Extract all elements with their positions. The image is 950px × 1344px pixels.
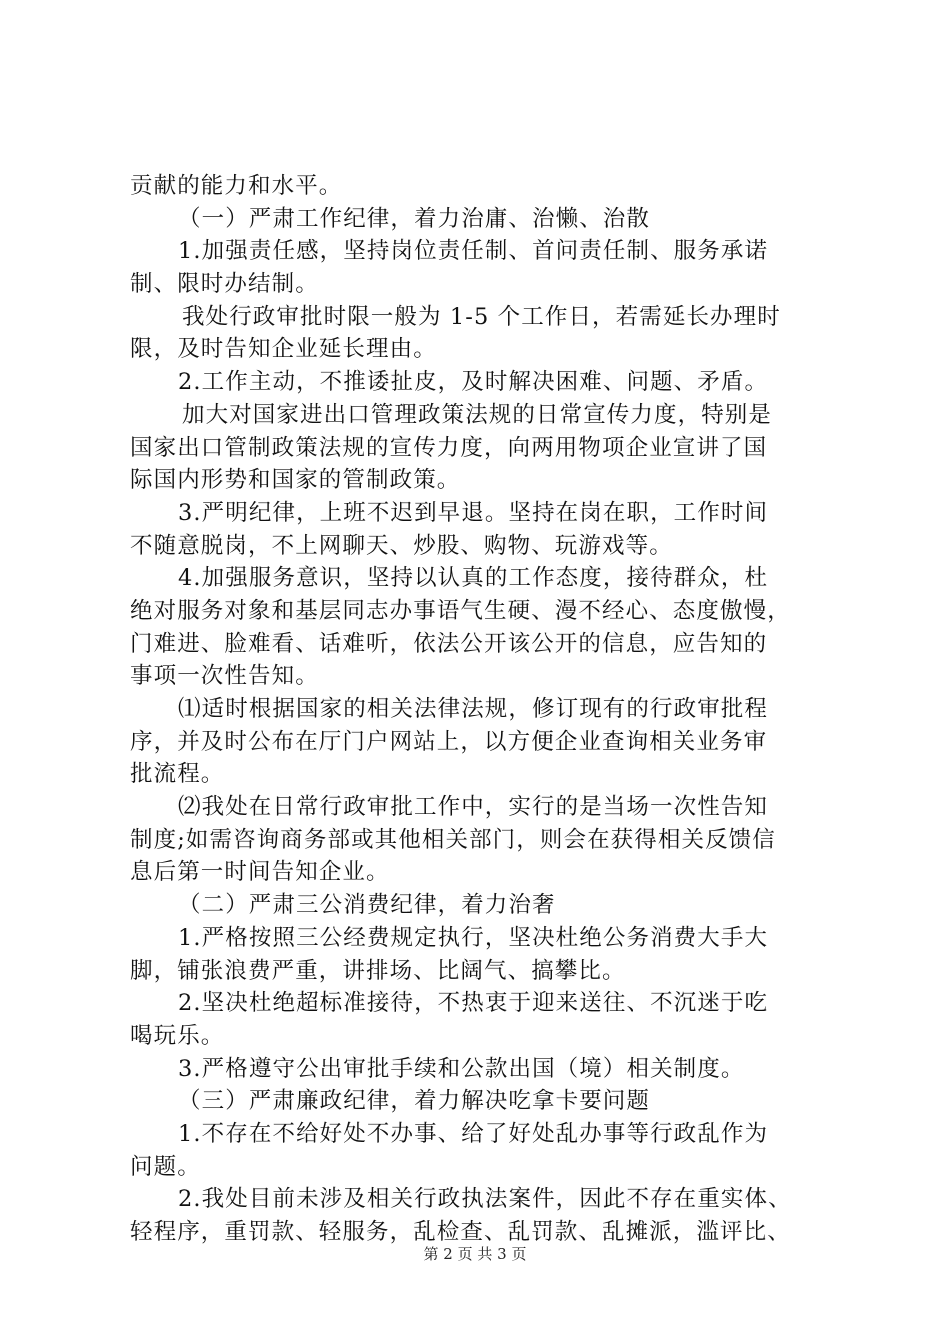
text-line: 脚，铺张浪费严重，讲排场、比阔气、搞攀比。	[130, 957, 626, 984]
text-line: 不随意脱岗，不上网聊天、炒股、购物、玩游戏等。	[130, 532, 673, 559]
text-line: （一）严肃工作纪律，着力治庸、治懒、治散	[178, 205, 651, 232]
text-line: 国家出口管制政策法规的宣传力度，向两用物项企业宣讲了国	[130, 434, 768, 461]
text-line: 绝对服务对象和基层同志办事语气生硬、漫不经心、态度傲慢，	[130, 597, 791, 624]
text-line: 序，并及时公布在厅门户网站上，以方便企业查询相关业务审	[130, 728, 768, 755]
text-line: 制度;如需咨询商务部或其他相关部门，则会在获得相关反馈信	[130, 826, 776, 853]
text-line: 喝玩乐。	[130, 1022, 225, 1049]
text-line: 贡献的能力和水平。	[130, 173, 343, 199]
text-line: 3.严明纪律，上班不迟到早退。坚持在岗在职，工作时间	[178, 499, 769, 526]
text-line: 限，及时告知企业延长理由。	[130, 336, 437, 363]
text-line: 2.我处目前未涉及相关行政执法案件，因此不存在重实体、	[178, 1186, 792, 1213]
text-line: 4.加强服务意识，坚持以认真的工作态度，接待群众，杜	[178, 565, 769, 592]
text-line: 事项一次性告知。	[130, 663, 319, 690]
document-body	[130, 170, 835, 1249]
text-line: 制、限时办结制。	[130, 271, 319, 298]
text-line: 际国内形势和国家的管制政策。	[130, 467, 461, 494]
page-footer: 第 2 页 共 3 页	[423, 1245, 527, 1263]
text-line: 门难进、脸难看、话难听，依法公开该公开的信息，应告知的	[130, 630, 768, 657]
text-line: 问题。	[130, 1153, 201, 1180]
text-line: （二）严肃三公消费纪律，着力治奢	[178, 892, 556, 919]
text-line: 加大对国家进出口管理政策法规的日常宣传力度，特别是	[182, 401, 773, 428]
text-line: （三）严肃廉政纪律，着力解决吃拿卡要问题	[178, 1088, 651, 1115]
text-line: 1.加强责任感，坚持岗位责任制、首问责任制、服务承诺	[178, 238, 769, 265]
text-line: 3.严格遵守公出审批手续和公款出国（境）相关制度。	[178, 1055, 745, 1082]
text-line: ⑵我处在日常行政审批工作中，实行的是当场一次性告知	[178, 794, 769, 821]
text-line: ⑴适时根据国家的相关法律法规，修订现有的行政审批程	[178, 696, 769, 722]
text-line: 1.不存在不给好处不办事、给了好处乱办事等行政乱作为	[178, 1120, 769, 1147]
text-line: 轻程序，重罚款、轻服务，乱检查、乱罚款、乱摊派，滥评比、	[130, 1219, 791, 1245]
text-line: 息后第一时间告知企业。	[130, 859, 390, 886]
text-line: 2.坚决杜绝超标准接待，不热衷于迎来送往、不沉迷于吃	[178, 990, 769, 1017]
text-line: 批流程。	[130, 761, 225, 788]
text-line: 我处行政审批时限一般为 1-5 个工作日，若需延长办理时	[182, 303, 781, 330]
text-line: 1.严格按照三公经费规定执行，坚决杜绝公务消费大手大	[178, 924, 769, 951]
text-line: 2.工作主动，不推诿扯皮，及时解决困难、问题、矛盾。	[178, 369, 769, 396]
